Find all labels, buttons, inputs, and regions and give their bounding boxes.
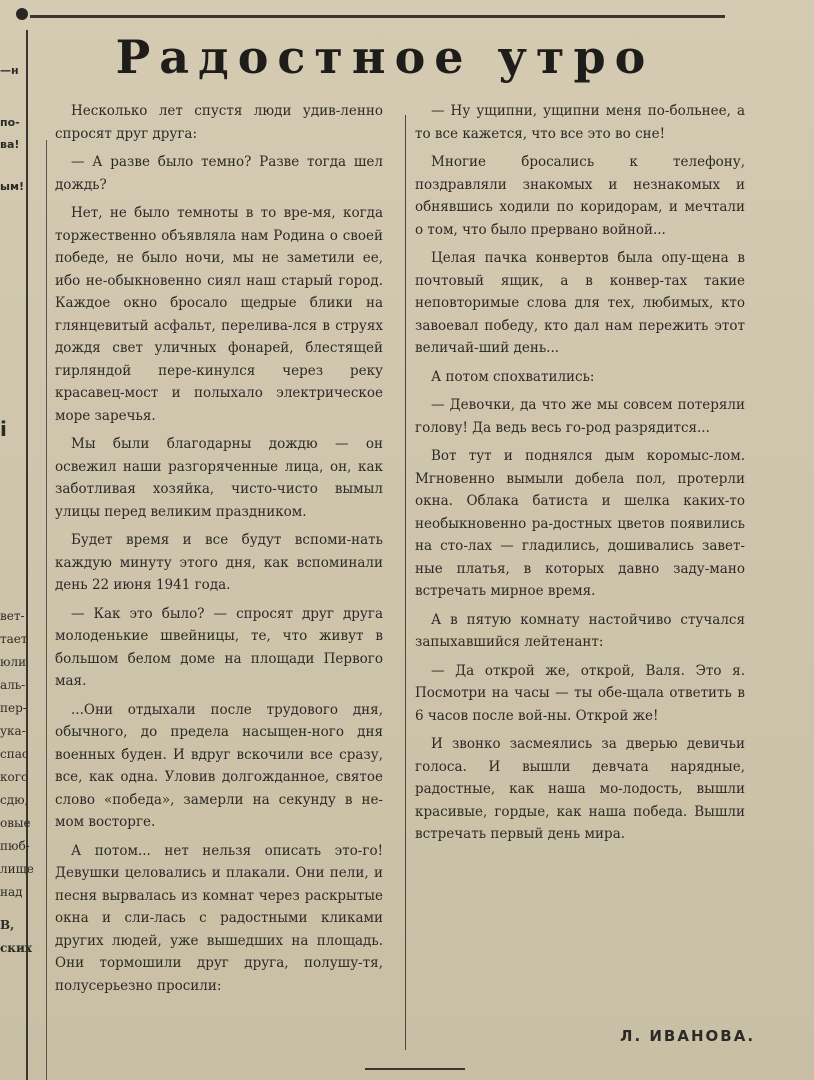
paragraph: А потом спохватились: [431,368,595,385]
fragment: по- [0,116,20,129]
fragment: ских [0,941,33,955]
fragment: пюб- [0,839,30,853]
fragment: юли [0,655,27,669]
paragraph: ...Они отдыхали после трудового дня, обычного, до предела насыщен-ного дня военных буден. И вдруг вскочили все сразу, все, как одна. Уловив долгожданное, святое слово «победа», замерли на секунду в не-мом восторге. [55,701,383,830]
paragraph: Целая пачка конвертов была опу-щена в почтовый ящик, а в конвер-тах такие неповторимые слова для тех, любимых, кто завоевал победу, кто дал нам пережить этот величай-ший день... [415,250,745,356]
paragraph: Многие бросались к телефону, поздравляли знакомых и незнакомых и обнявшись ходили по коридорам, и мечтали о том, что было прервано войной... [415,154,745,238]
fragment: і [0,418,7,440]
article-column-right [415,100,745,852]
column-rule [405,115,406,1050]
previous-column-fragments [0,60,30,440]
fragment: ым! [0,180,24,193]
paragraph: — Девочки, да что же мы совсем потеряли голову! Да ведь весь го-род разрядится... [415,397,745,436]
fragment: кого [0,770,29,784]
paragraph: Вот тут и поднялся дым коромыс-лом. Мгновенно вымыли добела пол, протерли окна. Облака батиста и шелка каких-то необыкновенно ра-достных цветов появились на сто-лах — гладились, дошивались завет-ные платья, в которых давно заду-мано встречать мирное время. [415,448,745,599]
bullet-dot [16,8,28,20]
paragraph: А потом... нет нельзя описать это-го! Девушки целовались и плакали. Они пели, и песня вырвалась из комнат через раскрытые окна и сли-лась с радостными кликами других людей, уже вышедших на площадь. Они тормошили друг друга, полушу-тя, полусерьезно просили: [55,842,383,994]
paragraph: Мы были благодарны дождю — он освежил наши разгоряченные лица, он, как заботливая хозяйка, чисто-чисто вымыл улицы перед великим праздником. [55,436,383,520]
paragraph: Будет время и все будут вспоми-нать каждую минуту этого дня, как вспоминали день 22 июня 1941 года. [55,532,383,593]
author-signature: Л. ИВАНОВА. [620,1027,756,1045]
fragment: над [0,885,23,899]
bottom-rule [365,1068,465,1070]
article-title: Радостное утро [115,30,655,84]
paragraph: Нет, не было темноты в то вре-мя, когда торжественно объявляла нам Родина о своей победе, не было ночи, мы не заметили ее, ибо не-обыкновенно сиял наш старый город. Каждое окно бросало щедрые блики на глянцевитый асфальт, перелива-лся в струях дождя свет уличных фонарей, блестящей гирляндой пере-кинулся через реку красавец-мост и полыхало электрическое море заречья. [55,205,383,424]
fragment: ука- [0,724,26,738]
fragment: В, [0,918,15,932]
paragraph: Несколько лет спустя люди удив-ленно спросят друг друга: [55,103,383,142]
top-rule [30,15,725,18]
paragraph: И звонко засмеялись за дверью девичьи голоса. И вышли девчата нарядные, радостные, как наша мо-лодость, вышли красивые, гордые, как наша победа. Вышли встречать первый день мира. [415,736,745,842]
fragment: лище [0,862,34,876]
paragraph: — Да открой же, открой, Валя. Это я. Посмотри на часы — ты обе-щала ответить в 6 часов после вой-ны. Открой же! [415,662,745,724]
fragment: пер- [0,701,27,715]
paragraph: — А разве было темно? Разве тогда шел дождь? [55,154,383,193]
paragraph: — Ну ущипни, ущипни меня по-больнее, а то все кажется, что все это во сне! [415,103,745,142]
paragraph: А в пятую комнату настойчиво стучался запыхавшийся лейтенант: [415,611,745,650]
fragment: спас [0,747,29,761]
fragment: —н [0,64,19,77]
paragraph: — Как это было? — спросят друг друга молоденькие швейницы, те, что живут в большом белом доме на площади Первого мая. [55,605,383,689]
fragment: аль- [0,678,26,692]
fragment: тает [0,632,28,646]
article-column-left [55,100,383,1003]
fragment: вет- [0,609,25,623]
previous-column-fragments-lower [0,605,40,960]
fragment: сдю, [0,793,29,807]
left-rule-inner [46,140,47,1080]
fragment: ва! [0,138,20,151]
fragment: овые [0,816,31,830]
